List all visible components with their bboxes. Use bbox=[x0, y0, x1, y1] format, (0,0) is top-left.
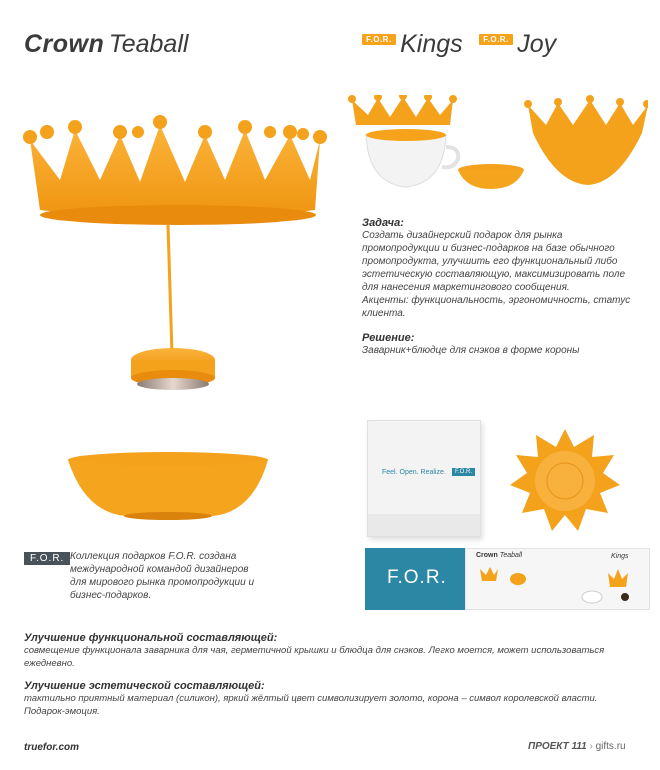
footer-issue: 111 bbox=[571, 741, 587, 752]
task-line: для нанесения маркетингового сообщения. bbox=[362, 282, 570, 293]
aesthetic-line: Подарок-эмоция. bbox=[24, 706, 100, 717]
task-line: клиента. bbox=[362, 308, 406, 319]
for-tag-kings: F.O.R. bbox=[362, 34, 396, 45]
brand-word-joy: Joy bbox=[517, 30, 557, 58]
collection-for-badge: F.O.R. bbox=[24, 552, 70, 565]
package-tagline: Feel. Open. Realize. bbox=[382, 469, 446, 476]
task-section bbox=[362, 217, 652, 357]
title-bold: Crown bbox=[24, 30, 105, 58]
brochure-title-light: Teaball bbox=[499, 552, 523, 559]
task-line: эстетическую составляющую, максимизировать поле bbox=[362, 269, 626, 280]
title-light: Teaball bbox=[108, 30, 189, 58]
brand-word-kings: Kings bbox=[400, 30, 463, 58]
crown-lid-topview bbox=[508, 425, 623, 537]
snack-bowl-illustration bbox=[65, 450, 275, 525]
collection-line: Коллекция подарков F.O.R. создана bbox=[70, 551, 237, 562]
aesthetic-line: тактильно приятный материал (силикон), яркий жёлтый цвет символизирует золото, корона – символ королевской власти. bbox=[24, 693, 598, 704]
functional-section bbox=[24, 632, 644, 670]
footer-project: ПРОЕКТ bbox=[528, 741, 569, 752]
brochure-inner bbox=[465, 548, 650, 610]
task-line: промопродукции и бизнес-подарков на базе обычного bbox=[362, 243, 615, 254]
task-heading: Задача: bbox=[362, 217, 404, 229]
brochure-cover-text: F.O.R. bbox=[387, 567, 447, 588]
crown-teaball-illustration bbox=[20, 110, 340, 420]
package-box bbox=[367, 420, 481, 537]
brochure-title-bold: Crown bbox=[476, 552, 498, 559]
brochure-images bbox=[480, 565, 640, 607]
task-line: промопродукта, улучшить его функциональный либо bbox=[362, 256, 618, 267]
for-tag-joy: F.O.R. bbox=[479, 34, 513, 45]
brochure-title bbox=[476, 552, 522, 559]
collection-line: для мирового рынка промопродукции и bbox=[70, 577, 255, 588]
solution-heading: Решение: bbox=[362, 332, 415, 344]
footer-right: ПРОЕКТ 111 › gifts.ru bbox=[528, 741, 626, 752]
product-photos-top bbox=[348, 95, 648, 195]
page-title bbox=[24, 30, 188, 59]
task-line: Акценты: функциональность, эргономичность, статус bbox=[362, 295, 631, 306]
task-line: Создать дизайнерский подарок для рынка bbox=[362, 230, 563, 241]
footer-gifts[interactable]: gifts.ru bbox=[595, 741, 626, 752]
collection-line: бизнес-подарков. bbox=[70, 590, 152, 601]
brand-header bbox=[362, 30, 556, 59]
footer-website[interactable]: truefor.com bbox=[24, 742, 80, 753]
collection-line: международной командой дизайнеров bbox=[70, 564, 249, 575]
brochure bbox=[365, 548, 650, 610]
collection-badge bbox=[24, 548, 70, 566]
functional-heading: Улучшение функциональной составляющей: bbox=[24, 632, 278, 644]
functional-line: ежедневно. bbox=[24, 658, 75, 669]
aesthetic-section bbox=[24, 680, 644, 718]
brochure-cover bbox=[365, 548, 465, 610]
aesthetic-heading: Улучшение эстетической составляющей: bbox=[24, 680, 265, 692]
collection-text bbox=[70, 550, 290, 602]
brochure-word: Kings bbox=[611, 553, 629, 560]
package-badge: F.O.R. bbox=[452, 468, 475, 476]
functional-line: совмещение функционала заварника для чая, герметичной крышки и блюдца для снэков. Легко моется, может использоваться bbox=[24, 645, 605, 656]
solution-text: Заварник+блюдце для снэков в форме короны bbox=[362, 345, 580, 356]
